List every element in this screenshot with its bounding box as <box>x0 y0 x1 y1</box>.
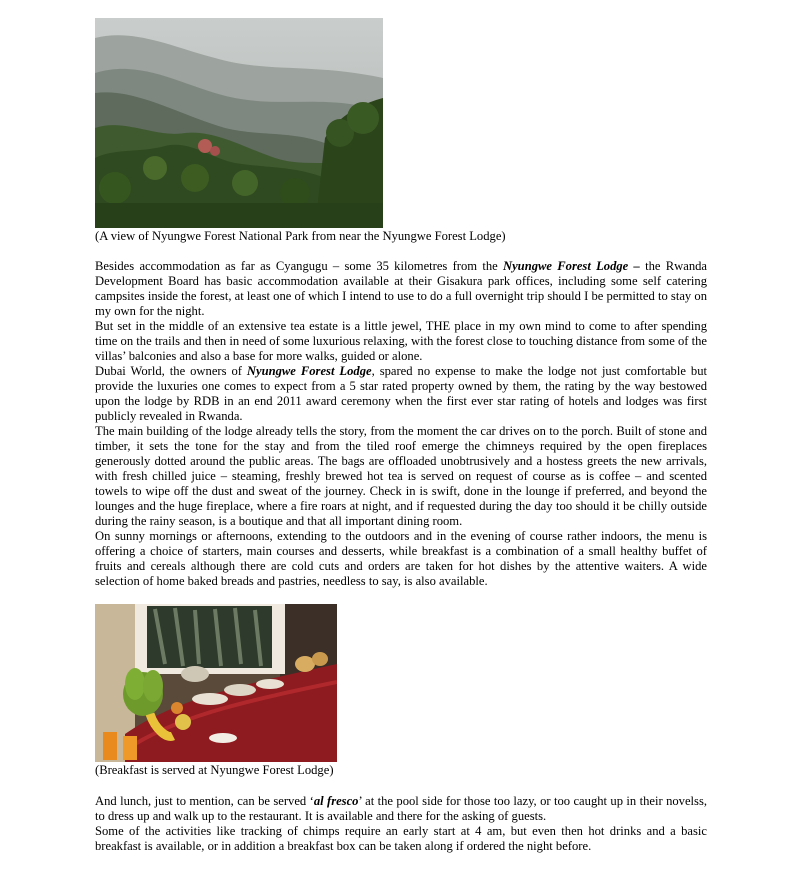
paragraph-text: ’ at the pool side for those too lazy, or too caught up in their novelss, to dress up and walk up to the restaurant. It is available and there for the asking of guests. <box>95 794 708 823</box>
forest-photo-caption: (A view of Nyungwe Forest National Park from near the Nyungwe Forest Lodge) <box>95 229 506 243</box>
paragraph: The main building of the lodge already tells the story, from the moment the car drives on to the porch. Built of stone and timber, it sets the tone for the stay and from the tiled roof emerge the chimneys required by the open fireplaces generously dotted around the public areas. The bags are offloaded unobtrusively and a hostess greets the new arrivals, with fresh chilled juice – steaming, freshly brewed hot tea is served on request of course as is coffee – and scented towels to wipe off the dust and sweat of the journey. Check in is swift, done in the lounge if preferred, and beyond the lounges and the huge fireplace, where a fire roars at night, and if requested during the day too should it be chilly outside during the rainy season, is a boutique and that all important dining room. <box>95 424 707 528</box>
paragraph-text: And lunch, just to mention, can be served ‘ <box>95 794 314 808</box>
forest-photo <box>95 18 383 228</box>
paragraph-text: Besides accommodation as far as Cyangugu – some 35 kilometres from the <box>95 259 503 273</box>
lodge-name: Nyungwe Forest Lodge <box>246 364 372 378</box>
breakfast-photo-caption: (Breakfast is served at Nyungwe Forest Lodge) <box>95 763 334 777</box>
paragraph: Some of the activities like tracking of chimps require an early start at 4 am, but even then hot drinks and a basic breakfast is available, or in addition a breakfast box can be taken along if ordered the night before. <box>95 824 707 853</box>
paragraph-text: the Rwanda Development Board has basic accommodation available at their Gisakura park offices, including some self catering campsites inside the forest, at least one of which I intend to use to do a full overnight trip should I be permitted to stay on my own for the night. <box>95 259 708 318</box>
paragraph: But set in the middle of an extensive tea estate is a little jewel, THE place in my own mind to come to after spending time on the trails and then in need of some luxurious relaxing, with the forest close to touching distance from some of the villas’ balconies and also a base for more walks, guided or alone. <box>95 319 707 363</box>
article-body-1 <box>95 259 707 589</box>
paragraph-text: , spared no expense to make the lodge not just comfortable but provide the luxuries one comes to expect from a 5 star rated property owned by them, the rating by the way bestowed upon the lodge by RDB in an end 2011 award ceremony when the first ever star rating of hotels and lodges was first publicly revealed in Rwanda. <box>95 364 707 423</box>
paragraph <box>95 259 707 319</box>
breakfast-photo <box>95 604 337 762</box>
paragraph <box>95 364 707 424</box>
paragraph: On sunny mornings or afternoons, extending to the outdoors and in the evening of course rather indoors, the menu is offering a choice of starters, main courses and desserts, while breakfast is a combination of a small healthy buffet of fruits and cereals although there are cold cuts and orders are taken for hot dishes by the attentive waiters. A wide selection of home baked breads and pastries, needless to say, is also available. <box>95 529 707 588</box>
paragraph <box>95 794 707 824</box>
article-body-2 <box>95 794 707 854</box>
al-fresco-term: al fresco <box>313 794 359 808</box>
paragraph-text: Dubai World, the owners of <box>95 364 247 378</box>
lodge-name: Nyungwe Forest Lodge – <box>503 259 640 273</box>
